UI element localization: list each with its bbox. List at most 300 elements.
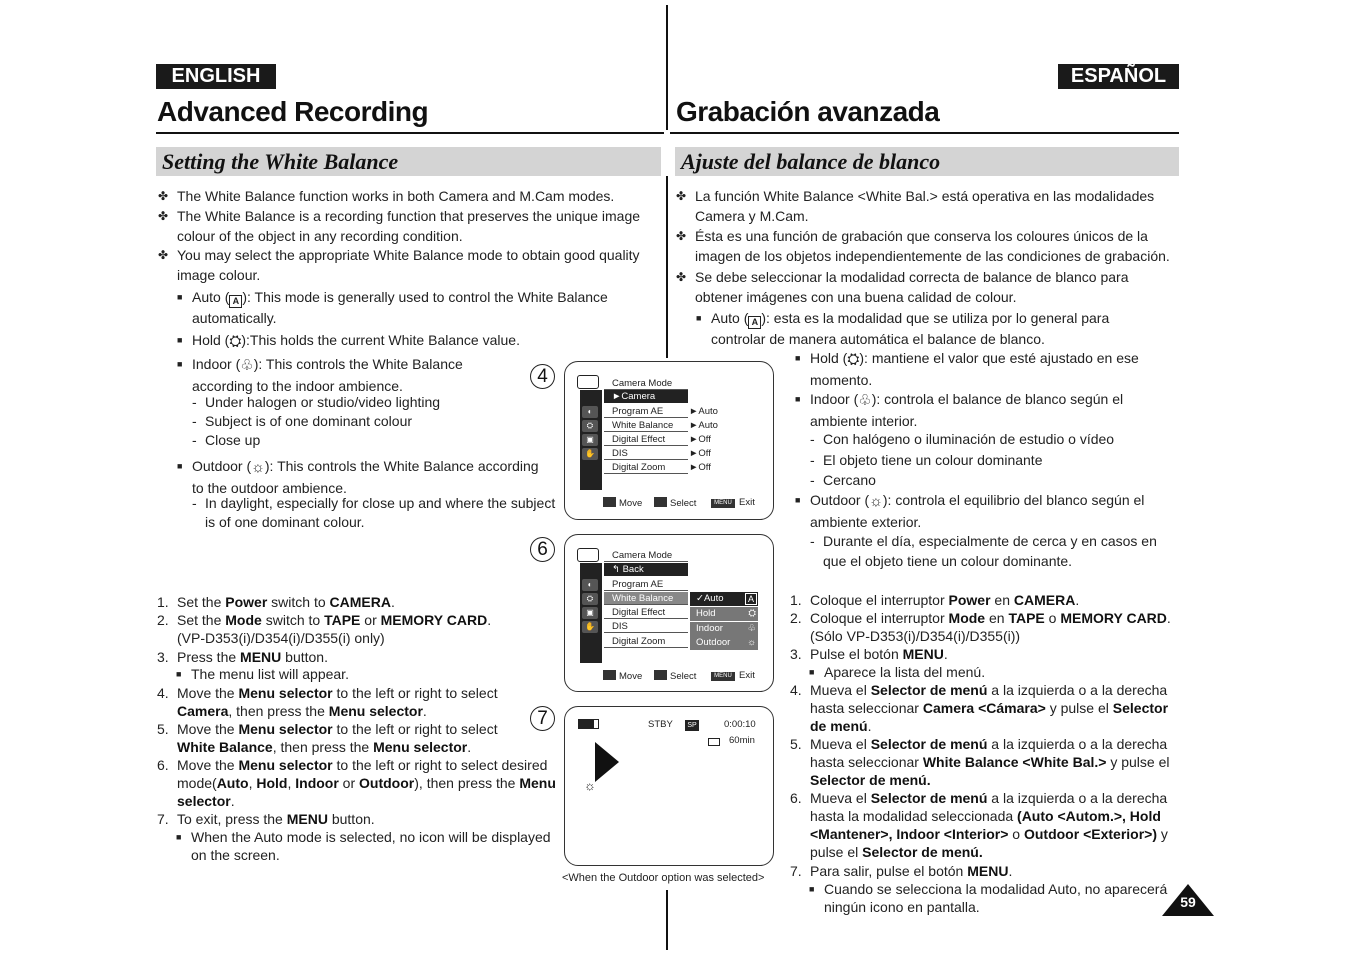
menu-item[interactable]: Digital Effect <box>604 606 688 619</box>
camera-mode-icon <box>577 548 599 562</box>
indoor-wb-icon: ♧ <box>858 392 872 409</box>
remaining-time: 60min <box>729 735 755 746</box>
text: on the screen. <box>191 847 280 863</box>
wb-option-outdoor[interactable] <box>690 636 758 650</box>
text: to the left or right to select desired <box>332 757 548 773</box>
outdoor-wb-icon: ☼ <box>869 493 883 510</box>
menu-item[interactable]: DIS <box>604 447 688 460</box>
text: momento. <box>810 372 873 388</box>
mode-auto-en <box>177 287 637 328</box>
text: Ésta es una función de grabación que conserva los coloures únicos de la <box>695 228 1148 244</box>
bullet-text: The White Balance is a recording function that preserves the unique image <box>177 208 641 224</box>
indoor-wb-icon: ♧ <box>240 357 254 374</box>
square-bullet-icon: ■ <box>177 461 183 471</box>
step-en-3 <box>157 648 557 666</box>
move-key-icon <box>603 497 616 507</box>
column-divider <box>666 5 668 130</box>
program-ae-icon: ◐ <box>582 579 598 591</box>
text: , <box>287 775 296 791</box>
bullet-es-1 <box>676 186 1176 226</box>
text: ambiente interior. <box>810 413 918 429</box>
text: de menú <box>810 718 868 734</box>
auto-wb-icon: A <box>745 593 757 605</box>
dash-marker: - <box>192 432 197 448</box>
text: Selector de menú <box>870 682 988 698</box>
text: , <box>248 775 257 791</box>
text: Outdoor <Exterior>) <box>1023 826 1157 842</box>
sp-badge: SP <box>685 720 699 731</box>
dash-marker: - <box>810 431 815 447</box>
text: Subject is of one dominant colour <box>205 413 413 429</box>
text: a la izquierda o a la derecha <box>987 790 1168 806</box>
text: CAMERA <box>1013 592 1076 608</box>
step-number: 1. <box>157 594 169 610</box>
menu-value: ►Auto <box>689 420 718 431</box>
battery-icon <box>578 719 599 729</box>
bullet-es-3 <box>676 267 1176 307</box>
menu-key-icon: MENU <box>711 672 735 681</box>
dash-marker: - <box>810 452 815 468</box>
indoor-sub-es-3 <box>810 471 876 490</box>
text: Power <box>948 592 991 608</box>
text: Power <box>225 594 268 610</box>
section-bar-es <box>675 147 1179 176</box>
bullet-marker-icon: ✤ <box>676 189 687 203</box>
text: TAPE <box>1008 610 1045 626</box>
page-title-en: Advanced Recording <box>157 96 429 127</box>
text: Mode <box>948 610 986 626</box>
square-bullet-icon: ■ <box>696 313 702 323</box>
text: Mueva el <box>810 790 871 806</box>
text: Outdoor ( <box>192 458 252 474</box>
footer-text: Exit <box>739 670 755 681</box>
text: or <box>360 612 381 628</box>
bullet-marker-icon: ✤ <box>158 248 169 262</box>
text: ):This holds the current White Balance value. <box>241 332 520 348</box>
move-key-icon <box>603 670 616 680</box>
text: . <box>390 594 395 610</box>
screen-footer <box>711 670 755 682</box>
square-bullet-icon: ■ <box>177 359 183 369</box>
text: a la izquierda o a la derecha <box>987 682 1168 698</box>
stby-label: STBY <box>648 719 673 730</box>
text: Menu selector <box>238 721 333 737</box>
footer-text: Select <box>670 498 697 509</box>
step-en-7 <box>157 810 557 828</box>
step-number: 5. <box>790 736 802 752</box>
menu-value: ►Off <box>689 434 711 445</box>
step-number: 3. <box>790 646 802 662</box>
screen-footer <box>711 497 755 509</box>
text: Indoor ( <box>810 391 859 407</box>
text: La función White Balance <White Bal.> está operativa en las modalidades <box>695 188 1155 204</box>
text: (VP-D353(i)/D354(i)/D355(i) only) <box>177 630 385 646</box>
text: ), then press the <box>414 775 520 791</box>
text: . <box>467 739 472 755</box>
text: ): This mode is generally used to control the White Balance <box>242 289 608 305</box>
text: TAPE <box>324 612 361 628</box>
lang-tab-espanol: ESPAÑOL <box>1058 64 1179 89</box>
step-circle-6: 6 <box>530 537 555 562</box>
square-bullet-icon: ■ <box>176 669 182 679</box>
text: button. <box>281 649 328 665</box>
outdoor-wb-icon: ☼ <box>251 459 265 476</box>
bullet-en-3 <box>158 245 658 285</box>
bullet-en-1 <box>158 186 658 206</box>
text: Under halogen or studio/video lighting <box>205 394 441 410</box>
step-en-1 <box>157 593 557 611</box>
select-key-icon <box>654 497 667 507</box>
text: o <box>1008 826 1024 842</box>
hold-wb-icon: ⛭ <box>748 608 756 619</box>
menu-item[interactable]: Digital Effect <box>604 433 688 446</box>
text: automatically. <box>192 310 277 326</box>
text: . <box>487 612 492 628</box>
text: Auto <box>216 775 249 791</box>
title-rule-es <box>670 132 1179 134</box>
auto-wb-icon: A <box>748 316 761 329</box>
text: Camera <box>177 703 229 719</box>
text: mode( <box>177 775 217 791</box>
step-es-5 <box>790 735 1180 789</box>
indoor-sub-en-2 <box>192 412 412 431</box>
text: . <box>867 718 872 734</box>
text: (Auto <Autom.>, Hold <box>1017 808 1161 824</box>
dash-marker: - <box>192 394 197 410</box>
step-number: 6. <box>790 790 802 806</box>
white-balance-icon: ⛭ <box>582 593 598 605</box>
text: pulse el <box>810 844 863 860</box>
step-number: 1. <box>790 592 802 608</box>
indoor-wb-icon: ♧ <box>747 623 756 634</box>
step-number: 4. <box>157 685 169 701</box>
text: que el objeto tiene un colour dominante. <box>823 553 1073 569</box>
text: hasta seleccionar <box>810 754 923 770</box>
text: MEMORY CARD <box>1060 610 1167 626</box>
text: or <box>338 775 360 791</box>
text: Hold <box>256 775 288 791</box>
text: Outdoor <box>359 775 415 791</box>
footer-text: Move <box>619 671 643 682</box>
step-es-7-note <box>809 880 1179 916</box>
indoor-sub-es-1 <box>810 430 1114 449</box>
play-icon <box>595 742 619 782</box>
square-bullet-icon: ■ <box>176 832 182 842</box>
text: Camera y M.Cam. <box>695 208 809 224</box>
bullet-text: colour of the object in any recording condition. <box>177 228 463 244</box>
text: Cercano <box>823 472 876 488</box>
wb-option-auto[interactable] <box>690 592 758 606</box>
auto-wb-icon: A <box>229 295 242 308</box>
wb-option-indoor[interactable] <box>690 622 758 636</box>
text: . <box>943 646 948 662</box>
text: Set the <box>177 594 226 610</box>
text: ): esta es la modalidad que se utiliza por lo general para <box>761 310 1110 326</box>
square-bullet-icon: ■ <box>177 292 183 302</box>
text: El objeto tiene un colour dominante <box>823 452 1043 468</box>
text: Con halógeno o iluminación de estudio o vídeo <box>823 431 1115 447</box>
column-divider-lower <box>666 176 668 358</box>
text: a la izquierda o a la derecha <box>987 736 1168 752</box>
square-bullet-icon: ■ <box>809 884 815 894</box>
indoor-sub-en-3 <box>192 431 260 450</box>
program-ae-icon: ◐ <box>582 406 598 418</box>
step-number: 3. <box>157 649 169 665</box>
text: Move the <box>177 757 239 773</box>
text: ): This controls the White Balance according <box>264 458 539 474</box>
outdoor-sub-en-1 <box>192 494 562 532</box>
indoor-sub-es-2 <box>810 451 1042 470</box>
square-bullet-icon: ■ <box>795 495 801 505</box>
text: The menu list will appear. <box>191 666 349 682</box>
text: Mode <box>225 612 262 628</box>
text: hasta seleccionar <box>810 700 923 716</box>
text: Move the <box>177 685 239 701</box>
text: ambiente exterior. <box>810 514 922 530</box>
text: Aparece la lista del menú. <box>824 664 986 680</box>
text: MENU <box>286 811 328 827</box>
text: Move the <box>177 721 239 737</box>
tape-icon <box>708 738 720 746</box>
step-en-2 <box>157 611 557 647</box>
timecode: 0:00:10 <box>724 719 756 730</box>
text: Indoor ( <box>192 356 241 372</box>
text: o <box>1044 610 1061 626</box>
text: White Balance <White Bal.> <box>922 754 1107 770</box>
text: <Mantener>, Indoor <Interior> <box>810 826 1009 842</box>
text: Menu selector <box>238 757 333 773</box>
mode-hold-es <box>795 348 1165 390</box>
column-divider-bottom <box>666 890 668 950</box>
bullet-marker-icon: ✤ <box>676 270 687 284</box>
text: Selector de menú. <box>862 844 983 860</box>
bullet-marker-icon: ✤ <box>158 189 169 203</box>
bullet-text: You may select the appropriate White Balance mode to obtain good quality <box>177 247 640 263</box>
text: Outdoor ( <box>810 492 870 508</box>
step-number: 7. <box>790 863 802 879</box>
text: ): This controls the White Balance <box>253 356 463 372</box>
text: hasta la modalidad seleccionada <box>810 808 1018 824</box>
step-es-4 <box>790 681 1180 735</box>
text: Menu selector <box>238 685 333 701</box>
step-number: 5. <box>157 721 169 737</box>
screen-footer <box>654 497 696 510</box>
menu-item[interactable]: DIS <box>604 620 688 633</box>
section-title-en: Setting the White Balance <box>162 149 399 174</box>
square-bullet-icon: ■ <box>809 667 815 677</box>
text: Menu <box>519 775 556 791</box>
text: Coloque el interruptor <box>810 592 949 608</box>
text: Hold ( <box>810 350 848 366</box>
text: Indoor <box>295 775 339 791</box>
text: Se debe seleccionar la modalidad correcta de balance de blanco para <box>695 269 1129 285</box>
menu-item[interactable]: Digital Zoom <box>604 461 688 474</box>
text: MEMORY CARD <box>380 612 488 628</box>
camera-mode-icon <box>577 375 599 389</box>
text: Pulse el botón <box>810 646 903 662</box>
outdoor-wb-icon: ☼ <box>584 778 596 793</box>
option-text: Indoor <box>696 623 723 634</box>
menu-item[interactable]: White Balance <box>604 419 688 432</box>
menu-sub-back[interactable]: ↰ Back <box>604 563 688 576</box>
text: switch to <box>267 594 330 610</box>
text: Para salir, pulse el botón <box>810 863 968 879</box>
text: switch to <box>261 612 325 628</box>
mode-hold-en <box>177 330 637 352</box>
indoor-sub-en-1 <box>192 393 440 412</box>
dash-marker: - <box>810 472 815 488</box>
digital-effect-icon: ▣ <box>582 607 598 619</box>
text: according to the indoor ambience. <box>192 378 403 394</box>
text: is of one dominant colour. <box>205 514 365 530</box>
text: . <box>230 793 235 809</box>
menu-title: Camera Mode <box>604 549 688 562</box>
menu-item[interactable]: Program AE <box>604 405 688 418</box>
text: Mueva el <box>810 736 871 752</box>
text: Camera <Cámara> <box>922 700 1046 716</box>
text: . <box>422 703 427 719</box>
mode-auto-es <box>696 308 1156 349</box>
step-number: 4. <box>790 682 802 698</box>
dash-marker: - <box>810 533 815 549</box>
square-bullet-icon: ■ <box>795 353 801 363</box>
digital-effect-icon: ▣ <box>582 434 598 446</box>
screen-footer <box>603 670 642 683</box>
mode-outdoor-en <box>177 456 567 498</box>
menu-sub-camera: ►Camera <box>604 390 688 403</box>
menu-value: ►Auto <box>689 406 718 417</box>
white-balance-icon: ⛭ <box>582 420 598 432</box>
text: Close up <box>205 432 261 448</box>
text: y pulse el <box>1045 700 1113 716</box>
text: White Balance <box>177 739 273 755</box>
text: controlar de manera automática el balance de blanco. <box>711 331 1045 347</box>
text: y pulse el <box>1106 754 1170 770</box>
step-en-7-note <box>176 828 561 864</box>
step-es-7 <box>790 862 1180 880</box>
page-number: 59 <box>1180 894 1196 910</box>
text: Menu selector <box>328 703 423 719</box>
text: MENU <box>902 646 944 662</box>
outdoor-wb-icon: ☼ <box>747 637 756 648</box>
text: ningún icono en pantalla. <box>824 899 980 915</box>
text: Set the <box>177 612 226 628</box>
text: Selector <box>1112 700 1169 716</box>
text: Auto ( <box>711 310 749 326</box>
text: . <box>1166 610 1171 626</box>
lang-tab-english: ENGLISH <box>156 64 276 89</box>
hold-wb-icon: ⛭ <box>229 333 242 350</box>
outdoor-sub-es-1 <box>810 531 1170 571</box>
step-es-3-note <box>809 663 985 681</box>
text: CAMERA <box>329 594 391 610</box>
step-number: 2. <box>157 612 169 628</box>
text: MENU <box>240 649 282 665</box>
text: to the outdoor ambience. <box>192 480 347 496</box>
text: Selector de menú <box>870 790 988 806</box>
menu-item[interactable]: Program AE <box>604 578 688 591</box>
screen-footer <box>654 670 696 683</box>
text: Selector de menú. <box>810 772 931 788</box>
text: (Sólo VP-D353(i)/D354(i)/D355(i)) <box>810 628 1021 644</box>
mode-outdoor-es <box>795 490 1170 532</box>
text: ): mantiene el valor que esté ajustado en ese <box>859 350 1139 366</box>
step-es-1 <box>790 591 1180 609</box>
text: ): controla el balance de blanco según el <box>871 391 1124 407</box>
bullet-es-2 <box>676 226 1176 266</box>
square-bullet-icon: ■ <box>177 335 183 345</box>
text: Durante el día, especialmente de cerca y en casos en <box>823 533 1157 549</box>
text: . <box>1008 863 1013 879</box>
bullet-text: image colour. <box>177 267 261 283</box>
text: MENU <box>967 863 1009 879</box>
select-key-icon <box>654 670 667 680</box>
option-text: Hold <box>696 608 716 619</box>
menu-value: ►Off <box>689 462 711 473</box>
dis-icon: ✋ <box>582 621 598 633</box>
text: Menu selector <box>373 739 468 755</box>
text: In daylight, especially for close up and where the subject <box>205 495 556 511</box>
screen-caption: <When the Outdoor option was selected> <box>562 872 765 884</box>
menu-item[interactable]: Digital Zoom <box>604 635 688 648</box>
text: imagen de los objetos independientemente de las condiciones de grabación. <box>695 248 1170 264</box>
square-bullet-icon: ■ <box>795 394 801 404</box>
title-rule-en <box>156 132 664 134</box>
footer-text: Select <box>670 671 697 682</box>
step-en-6 <box>157 756 562 810</box>
menu-title: Camera Mode <box>604 377 688 390</box>
text: Coloque el interruptor <box>810 610 949 626</box>
text: Auto ( <box>192 289 230 305</box>
text: To exit, press the <box>177 811 287 827</box>
wb-option-hold[interactable] <box>690 607 758 621</box>
menu-item-selected[interactable]: White Balance <box>604 592 688 605</box>
text: to the left or right to select <box>332 685 498 701</box>
text: Mueva el <box>810 682 871 698</box>
mode-indoor-es <box>795 389 1165 431</box>
page-title-es: Grabación avanzada <box>676 96 940 127</box>
hold-wb-icon: ⛭ <box>847 351 860 368</box>
dis-icon: ✋ <box>582 448 598 460</box>
menu-key-icon: MENU <box>711 499 735 508</box>
step-circle-4: 4 <box>530 364 555 389</box>
mode-indoor-en <box>177 354 507 396</box>
step-number: 6. <box>157 757 169 773</box>
step-en-3-note <box>176 665 349 683</box>
section-title-es: Ajuste del balance de blanco <box>681 149 941 174</box>
footer-text: Move <box>619 498 643 509</box>
text: Selector de menú <box>870 736 988 752</box>
text: Cuando se selecciona la modalidad Auto, no aparecerá <box>824 881 1168 897</box>
step-es-2 <box>790 609 1180 645</box>
text: to the left or right to select <box>332 721 498 737</box>
text: , then press the <box>272 739 374 755</box>
text: Hold ( <box>192 332 230 348</box>
text: en <box>985 610 1009 626</box>
step-number: 7. <box>157 811 169 827</box>
footer-text: Exit <box>739 497 755 508</box>
dash-marker: - <box>192 495 197 511</box>
text: button. <box>327 811 375 827</box>
option-text: ✓Auto <box>696 593 724 604</box>
text: y <box>1157 826 1168 842</box>
text: en <box>990 592 1014 608</box>
text: ): controla el equilibrio del blanco según el <box>882 492 1145 508</box>
option-text: Outdoor <box>696 637 731 648</box>
text: When the Auto mode is selected, no icon will be displayed <box>191 829 551 845</box>
step-en-4 <box>157 684 557 720</box>
bullet-en-2 <box>158 206 658 246</box>
